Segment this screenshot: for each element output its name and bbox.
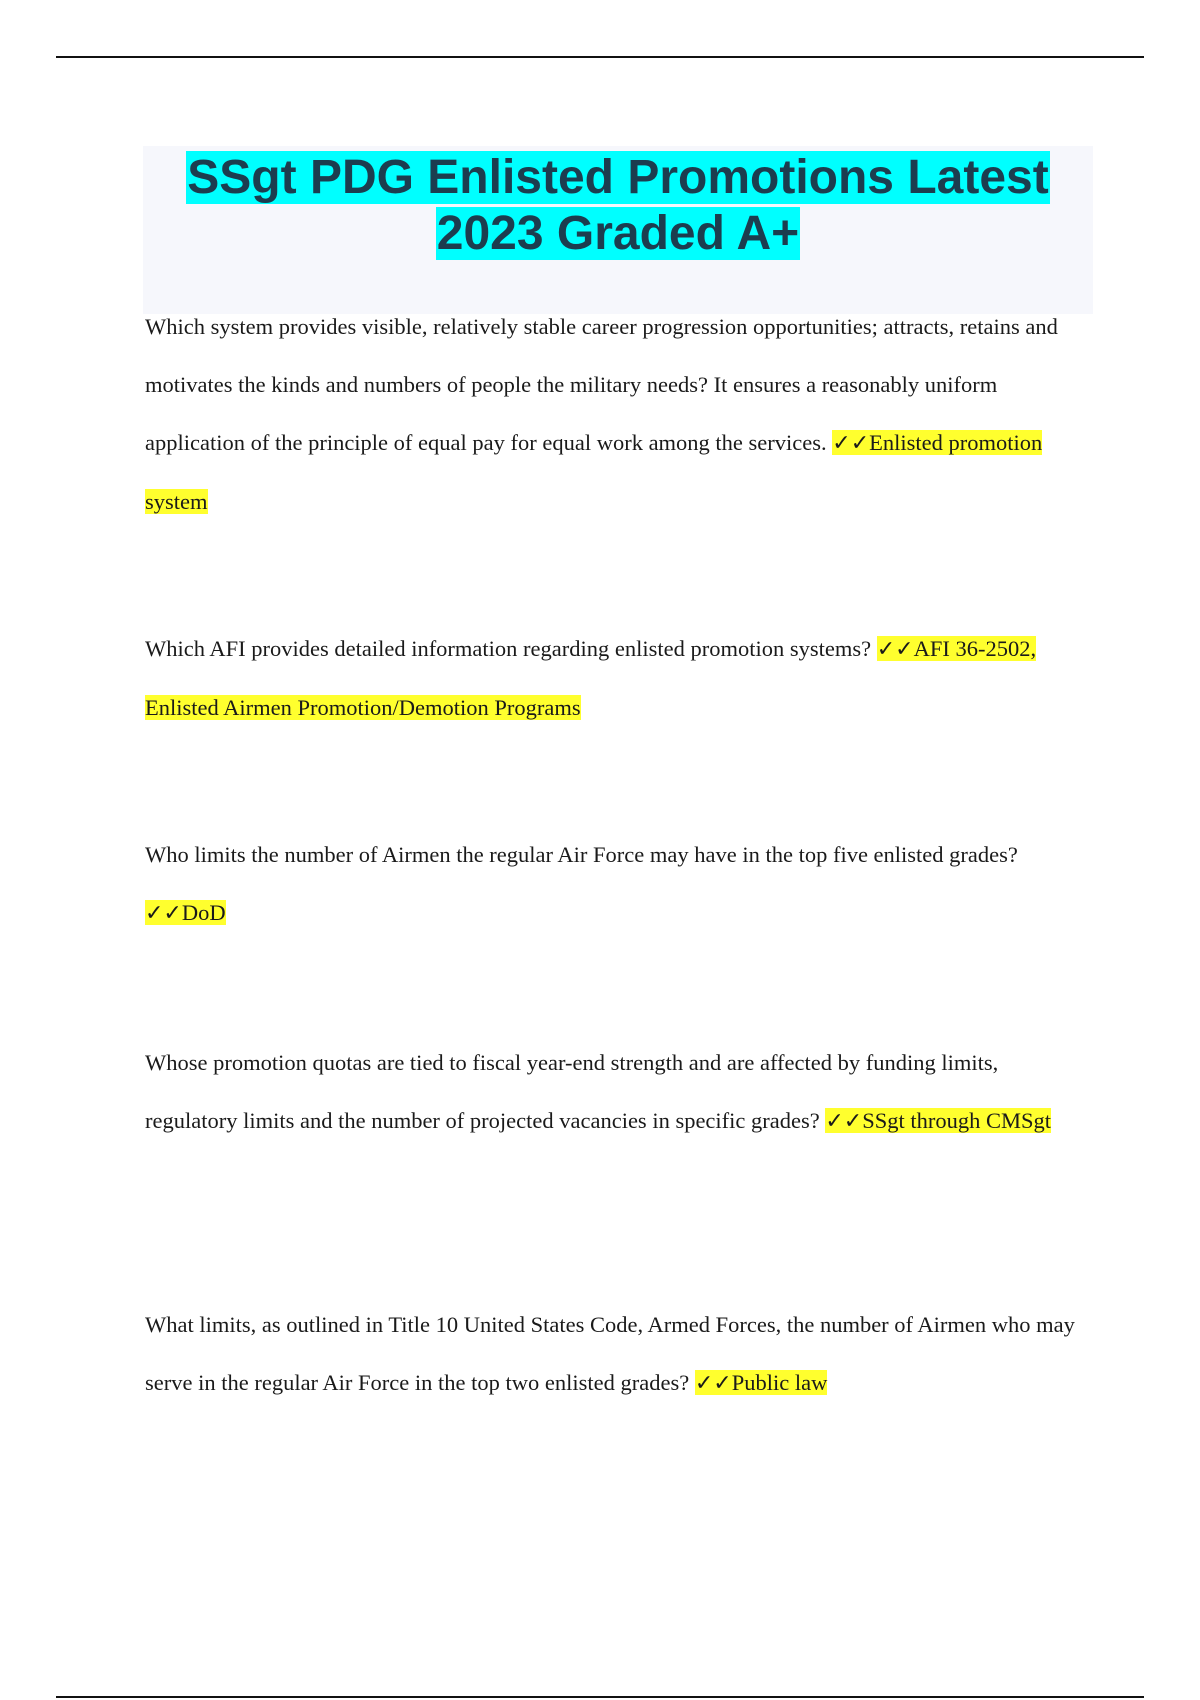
question-text: Which AFI provides detailed information regarding enlisted promotion systems? (145, 636, 872, 661)
answer-text: DoD (181, 900, 226, 925)
check-icon: ✓✓ (145, 901, 182, 926)
question-text: Whose promotion quotas are tied to fiscal year-end strength and are affected by funding limits, regulatory limits and the number of projected vacancies in specific grades? (145, 1050, 999, 1133)
answer-text: Enlisted promotion system (145, 430, 1043, 514)
qa-item-3 (145, 826, 1095, 943)
check-icon: ✓✓ (876, 637, 914, 662)
question-text: Who limits the number of Airmen the regular Air Force may have in the top five enlisted grades? (145, 842, 1018, 867)
question-text: What limits, as outlined in Title 10 United States Code, Armed Forces, the number of Airmen who may serve in the regular Air Force in the top two enlisted grades? (145, 1312, 1075, 1395)
qa-item-4 (145, 1034, 1095, 1151)
answer-highlight (145, 900, 226, 925)
answer-text: Public law (731, 1370, 828, 1395)
document-title-text: SSgt PDG Enlisted Promotions Latest 2023 Graded A+ (187, 151, 1049, 260)
title-block (143, 146, 1093, 314)
answer-text: AFI 36-2502, Enlisted Airmen Promotion/Demotion Programs (145, 636, 1037, 720)
footer-rule (56, 1696, 1144, 1698)
question-text: Which system provides visible, relatively stable career progression opportunities; attracts, retains and motivates the kinds and numbers of people the military needs? It ensures a reasonably uniform application of the principle of equal pay for equal work among the services. (145, 314, 1058, 455)
header-rule (56, 56, 1144, 58)
qa-item-1 (145, 298, 1095, 531)
qa-item-2 (145, 620, 1095, 737)
check-icon: ✓✓ (832, 431, 870, 456)
answer-highlight (825, 1108, 1051, 1133)
answer-text: SSgt through CMSgt (862, 1108, 1052, 1133)
document-title (143, 146, 1093, 262)
check-icon: ✓✓ (694, 1371, 732, 1396)
answer-highlight (695, 1370, 828, 1395)
check-icon: ✓✓ (825, 1109, 863, 1134)
qa-item-5 (145, 1296, 1095, 1413)
